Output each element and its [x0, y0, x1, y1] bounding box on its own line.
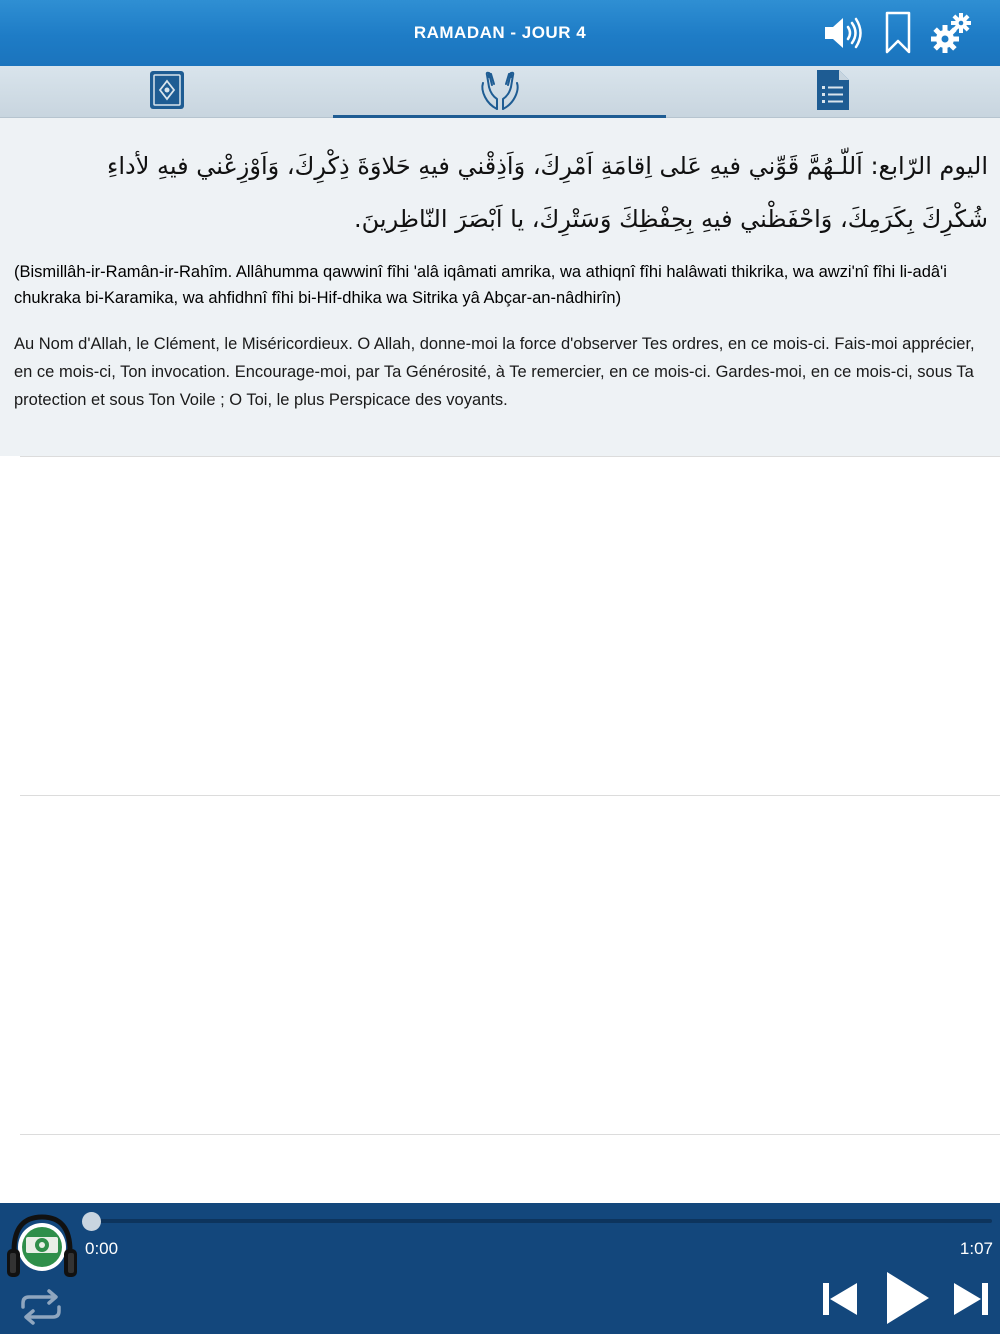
seek-handle[interactable]	[82, 1212, 101, 1231]
document-list-icon	[815, 68, 851, 116]
reciter-headphones-icon[interactable]	[6, 1209, 78, 1285]
bookmark-icon[interactable]	[875, 10, 921, 56]
quran-book-icon	[148, 69, 186, 115]
previous-icon[interactable]	[815, 1275, 865, 1323]
tab-quran[interactable]	[0, 66, 333, 118]
seek-bar[interactable]	[92, 1219, 992, 1223]
dua-panel	[0, 118, 1000, 456]
total-time: 1:07	[959, 1239, 993, 1258]
tab-invocation[interactable]	[333, 66, 666, 118]
arabic-text: اليوم الرّابع: اَللّـهُمَّ قَوِّني فيهِ عَلى اِقامَةِ اَمْرِكَ، وَاَذِقْني فيهِ حَلاوَةَ ذِكْرِكَ، وَاَوْزِعْني فيهِ لأداءِ شُكْرِكَ بِكَرَمِكَ، وَاحْفَظْني فيهِ بِحِفْظِكَ وَسَتْرِكَ، يا اَبْصَرَ النّاظِرينَ.	[107, 152, 988, 233]
tab-bar	[0, 66, 1000, 118]
play-icon[interactable]	[876, 1267, 936, 1329]
current-time: 0:00	[85, 1239, 119, 1258]
translation-text: Au Nom d'Allah, le Clément, le Miséricordieux. O Allah, donne-moi la force d'observer Tes ordres, en ce mois-ci. Fais-moi apprécier, en ce mois-ci, Ton invocation. Encourage-moi, par Ta Générosité, à Te remercier, en ce mois-ci. Gardes-moi, en ce mois-ci, sous Ta protection et sous Ton Voile ; O Toi, le plus Perspicace des voyants.	[14, 335, 975, 409]
audio-player	[0, 1203, 1000, 1334]
page-title: RAMADAN - JOUR 4	[413, 23, 587, 42]
tab-text[interactable]	[666, 66, 999, 118]
next-icon[interactable]	[946, 1275, 996, 1323]
repeat-icon[interactable]	[14, 1283, 68, 1331]
speaker-icon[interactable]	[820, 10, 866, 56]
row-divider	[20, 1134, 1000, 1135]
settings-icon[interactable]	[928, 10, 974, 56]
praying-hands-icon	[477, 69, 523, 115]
transliteration-text: (Bismillâh-ir-Ramân-ir-Rahîm. Allâhumma qawwinî fîhi 'alâ iqâmati amrika, wa athiqnî fîhi halâwati thikrika, wa awzi'nî fîhi li-adâ'i chukraka bi-Karamika, wa ahfidhnî fîhi bi-Hif-dhika wa Sitrika yâ Abçar-an-nâdhirîn)	[14, 263, 947, 307]
top-bar	[0, 0, 1000, 66]
row-divider	[20, 795, 1000, 796]
row-divider	[20, 456, 1000, 457]
